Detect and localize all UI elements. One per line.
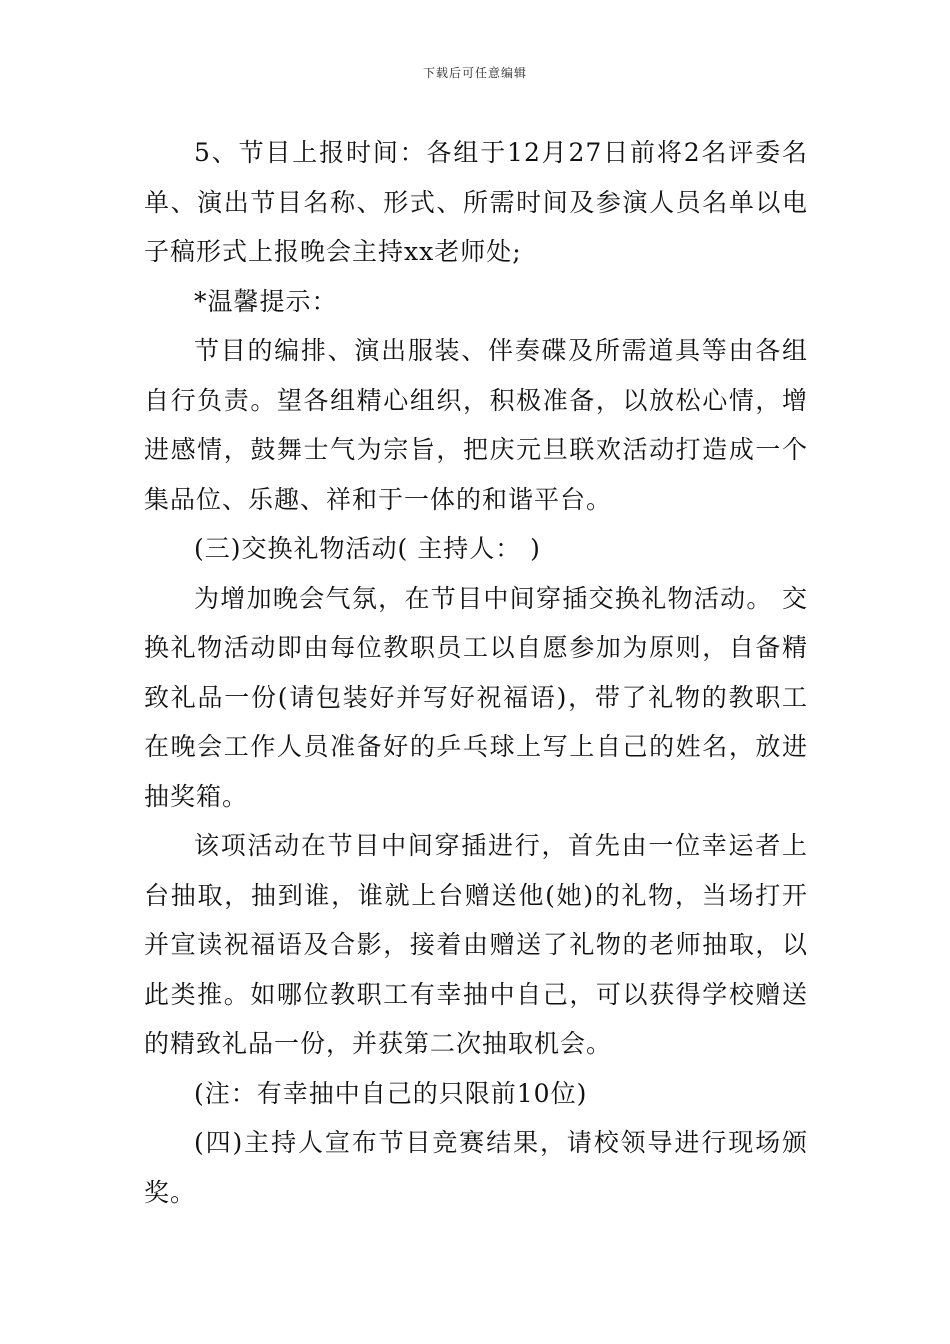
- document-body: [144, 128, 808, 1217]
- paragraph-submission-time: 5、节目上报时间：各组于12月27日前将2名评委名单、演出节目名称、形式、所需时间及参演人员名单以电子稿形式上报晚会主持xx老师处;: [144, 138, 808, 266]
- paragraph-reminder-heading: *温馨提示：: [194, 286, 338, 316]
- paragraph-gift-exchange-intro: 为增加晚会气氛，在节目中间穿插交换礼物活动。 交换礼物活动即由每位教职员工以自愿参加为原则，自备精致礼品一份(请包装好并写好祝福语)，带了礼物的教职工在晚会工作人员准备好的乒乓球上写上自己的姓名，放进抽奖箱。: [144, 583, 808, 811]
- paragraph-gift-exchange-process: 该项活动在节目中间穿插进行，首先由一位幸运者上台抽取，抽到谁，谁就上台赠送他(她)的礼物，当场打开并宣读祝福语及合影，接着由赠送了礼物的老师抽取，以此类推。如哪位教职工有幸抽中自己，可以获得学校赠送的精致礼品一份，并获第二次抽取机会。: [144, 831, 808, 1058]
- page-header-note: 下载后可任意编辑: [422, 66, 527, 80]
- paragraph-gift-exchange-heading: (三)交换礼物活动( 主持人： ): [194, 534, 541, 563]
- paragraph-award-announcement: (四)主持人宣布节目竞赛结果，请校领导进行现场颁奖。: [144, 1128, 808, 1207]
- paragraph-note-limit: (注：有幸抽中自己的只限前10位): [194, 1078, 588, 1108]
- paragraph-reminder-body: 节目的编排、演出服装、伴奏碟及所需道具等由各组自行负责。望各组精心组织，积极准备，以放松心情，增进感情，鼓舞士气为宗旨，把庆元旦联欢活动打造成一个集品位、乐趣、祥和于一体的和谐平台。: [144, 336, 808, 514]
